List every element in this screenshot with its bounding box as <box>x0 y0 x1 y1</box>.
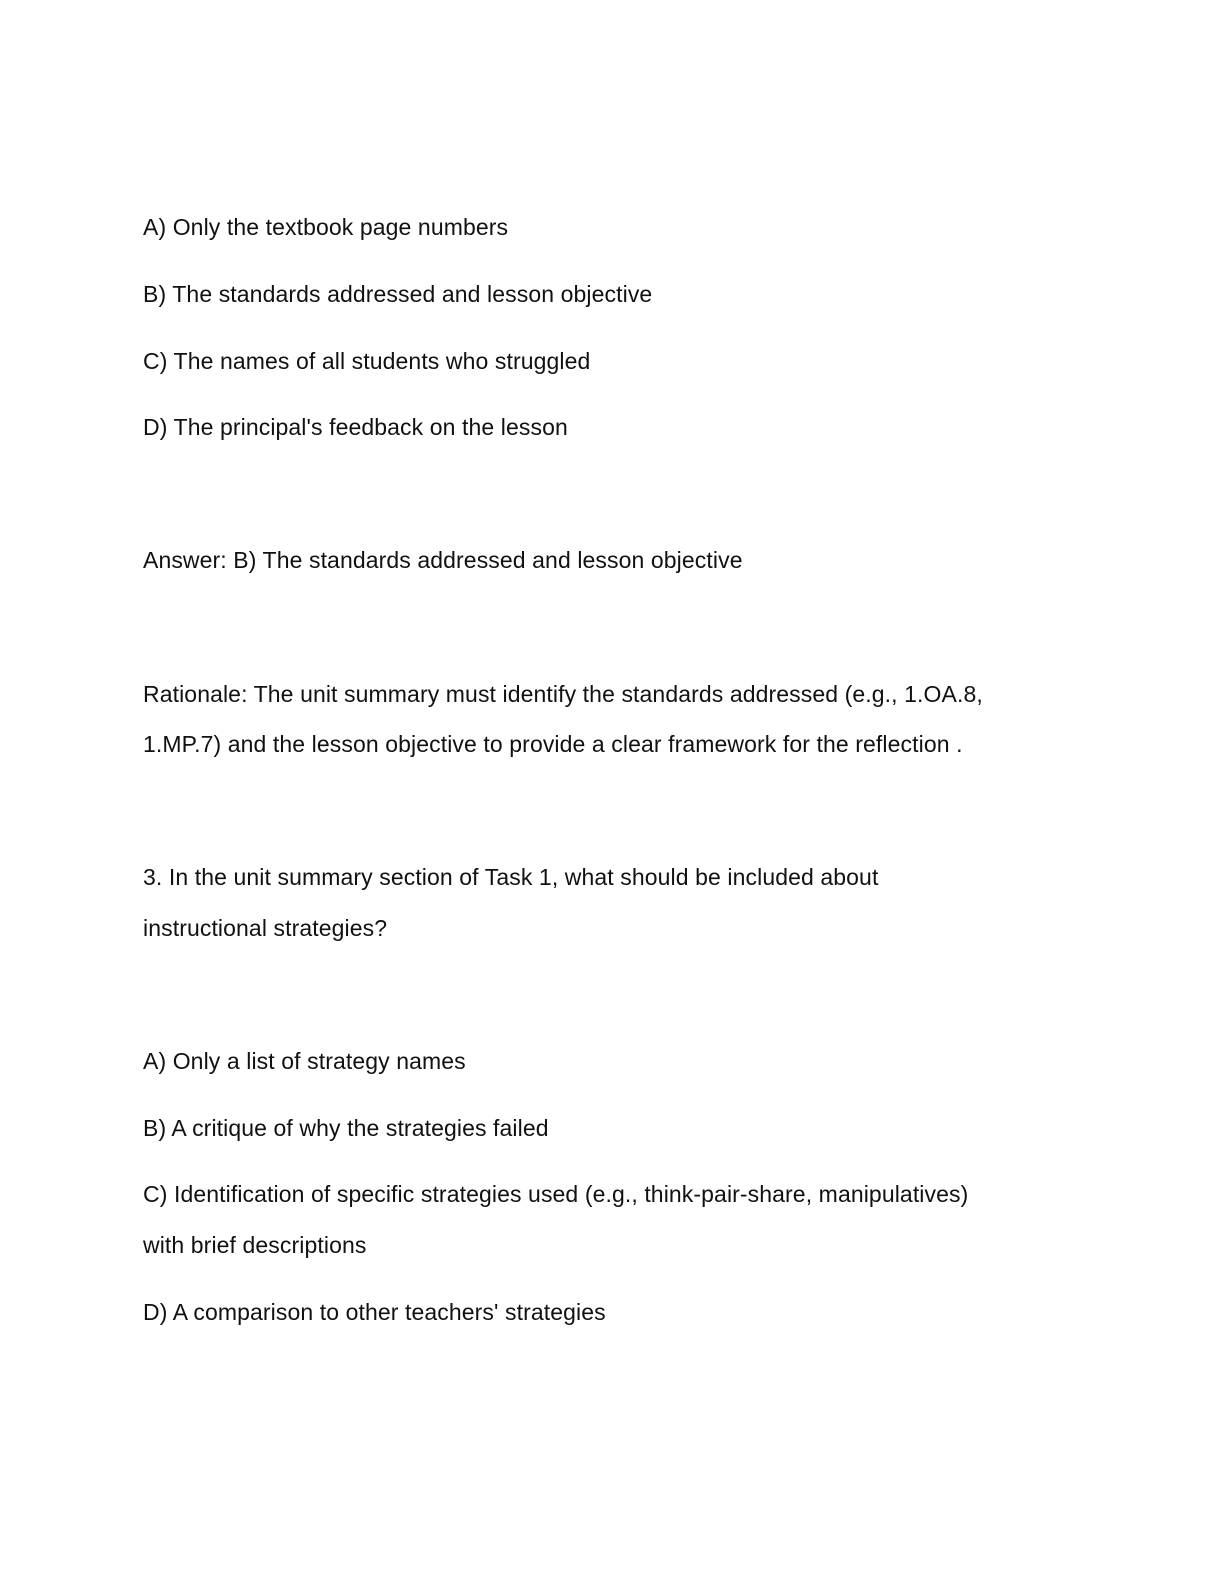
q2-rationale-line-1: Rationale: The unit summary must identify the standards addressed (e.g., 1.OA.8, <box>143 681 983 707</box>
q3-option-b: B) A critique of why the strategies failed <box>143 1115 549 1141</box>
q3-prompt-line-1: 3. In the unit summary section of Task 1, what should be included about <box>143 864 879 890</box>
q3-prompt-line-2: instructional strategies? <box>143 915 388 941</box>
q2-rationale-line-2: 1.MP.7) and the lesson objective to provide a clear framework for the reflection . <box>143 731 963 757</box>
q2-option-b: B) The standards addressed and lesson objective <box>143 281 653 307</box>
q2-answer: Answer: B) The standards addressed and lesson objective <box>143 547 743 573</box>
q3-option-a: A) Only a list of strategy names <box>143 1048 466 1074</box>
q2-option-c: C) The names of all students who struggled <box>143 348 591 374</box>
q3-option-c-line-2: with brief descriptions <box>143 1232 367 1258</box>
q2-option-d: D) The principal's feedback on the lesson <box>143 414 568 440</box>
q2-option-a: A) Only the textbook page numbers <box>143 214 509 240</box>
q3-option-d: D) A comparison to other teachers' strategies <box>143 1299 606 1325</box>
q3-option-c-line-1: C) Identification of specific strategies used (e.g., think-pair-share, manipulatives) <box>143 1181 969 1207</box>
